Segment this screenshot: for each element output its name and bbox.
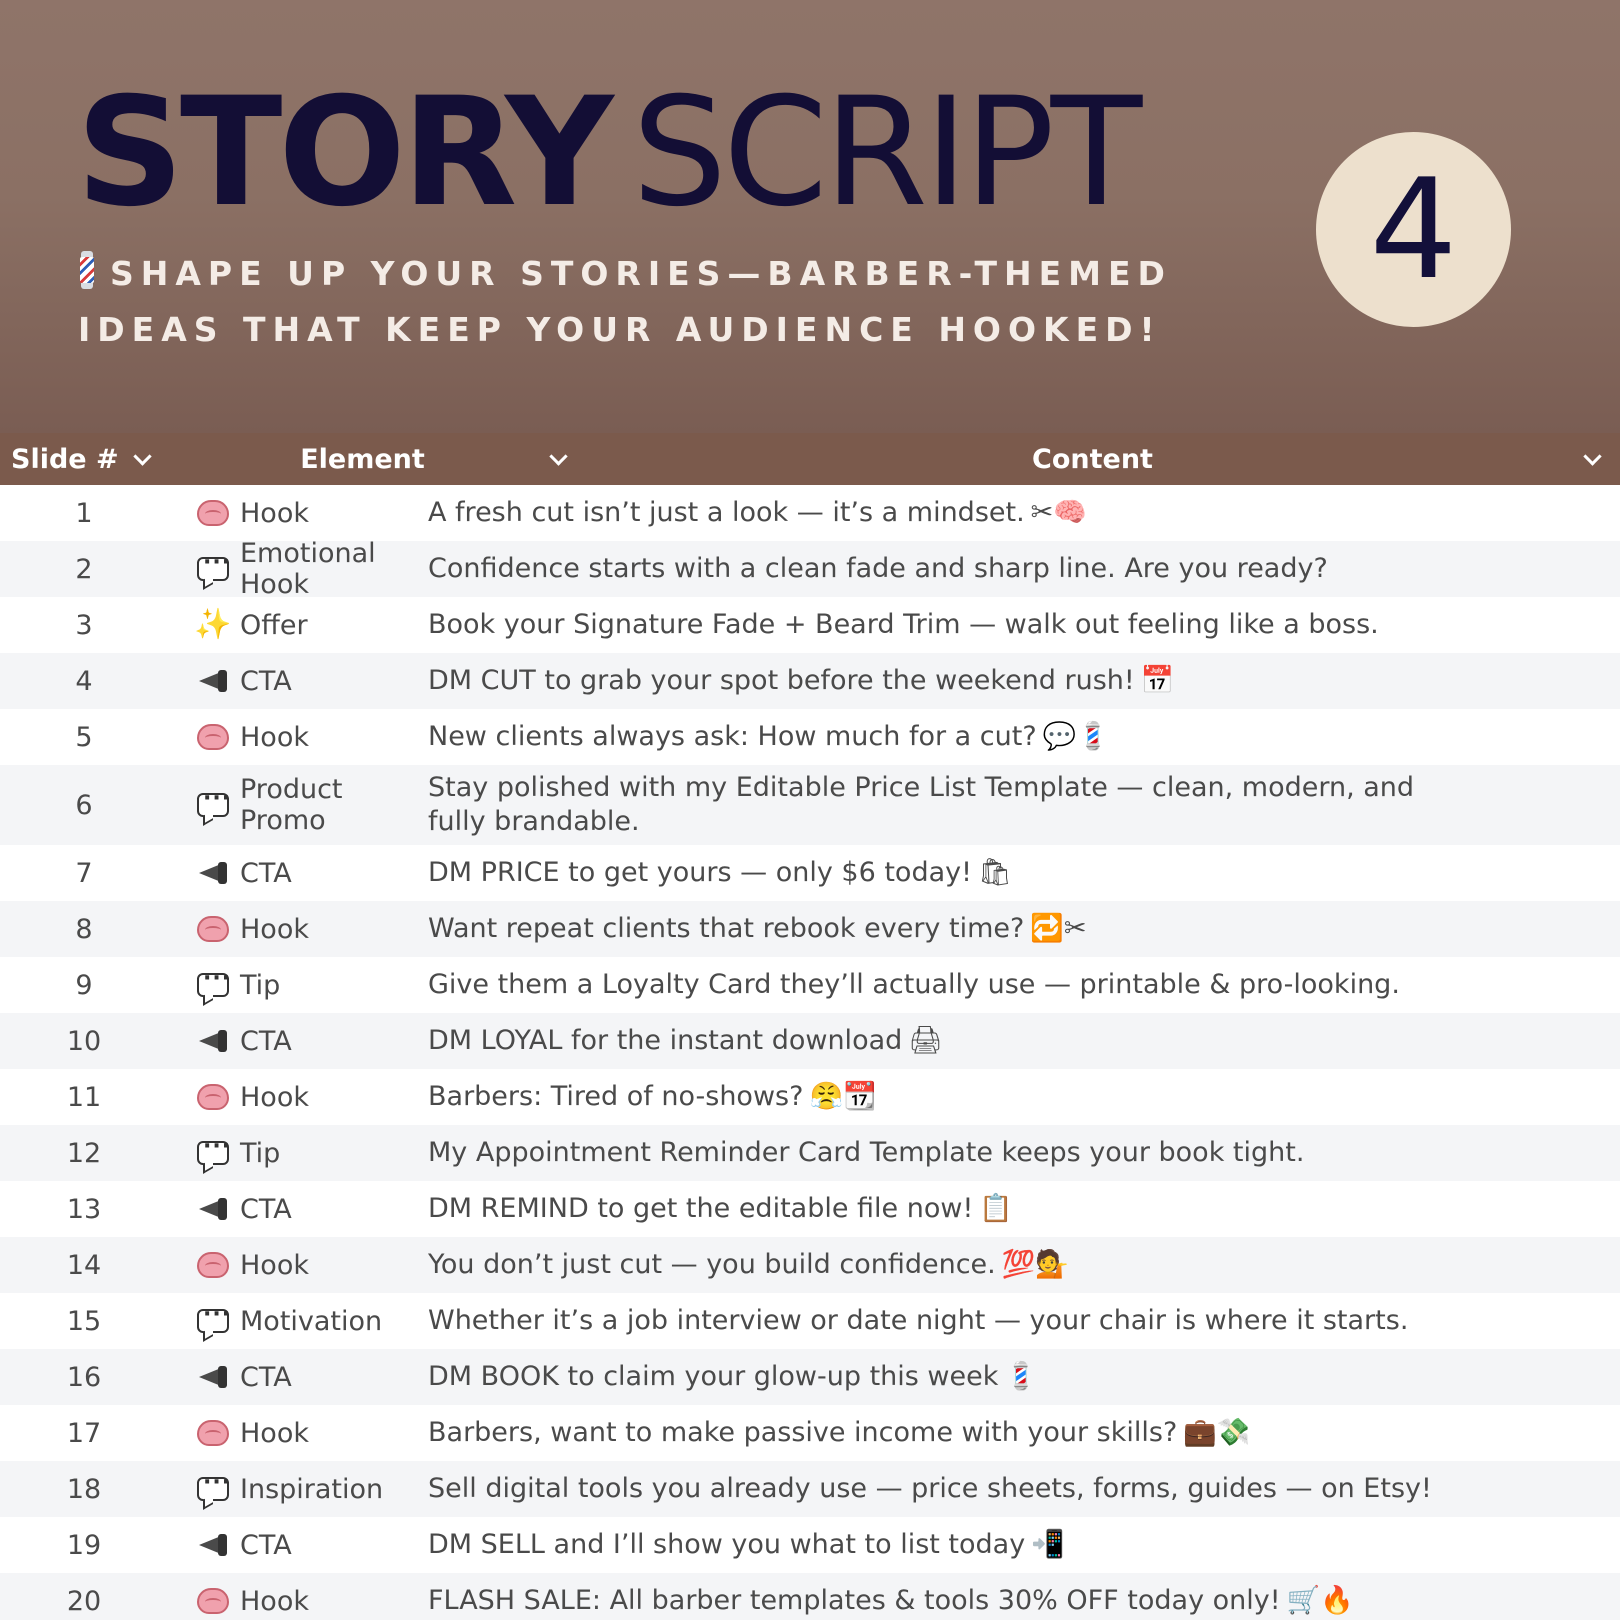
brain-icon xyxy=(196,1418,230,1448)
element-cell xyxy=(0,1474,425,1505)
barber-pole-icon xyxy=(78,251,96,291)
element-label: Hook xyxy=(240,1249,309,1281)
content-text: FLASH SALE: All barber templates & tools 30% OFF today only! xyxy=(428,1585,1281,1616)
content-cell xyxy=(425,1416,1440,1450)
emoji-icons: 🔁✂ xyxy=(1030,913,1087,944)
table-row[interactable] xyxy=(0,653,1620,709)
megaphone-icon xyxy=(196,666,230,696)
table-row[interactable] xyxy=(0,765,1620,845)
emoji-icons: 💬💈 xyxy=(1042,721,1110,752)
column-header-element[interactable] xyxy=(180,433,605,485)
emoji-icons: 📋 xyxy=(979,1193,1013,1224)
emoji-icons: 📲 xyxy=(1031,1529,1065,1560)
slide-number: 9 xyxy=(75,969,93,1001)
element-label: CTA xyxy=(240,1193,292,1225)
element-cell xyxy=(0,970,425,1001)
slide-number: 15 xyxy=(66,1305,102,1337)
content-cell xyxy=(425,912,1440,946)
content-text: Barbers: Tired of no-shows? xyxy=(428,1081,804,1112)
brain-icon xyxy=(196,498,230,528)
emoji-icons: 📅 xyxy=(1140,665,1175,696)
content-cell xyxy=(425,1192,1440,1226)
table-header xyxy=(0,433,1620,485)
table-row[interactable] xyxy=(0,1517,1620,1573)
table-row[interactable] xyxy=(0,1125,1620,1181)
column-header-label: Element xyxy=(300,443,425,475)
column-header-slide[interactable] xyxy=(0,433,180,485)
content-cell xyxy=(425,856,1440,890)
table-row[interactable] xyxy=(0,1293,1620,1349)
table-row[interactable] xyxy=(0,1461,1620,1517)
content-text: New clients always ask: How much for a cut? xyxy=(428,721,1037,752)
slide-number: 19 xyxy=(66,1529,102,1561)
column-header-label: Slide # xyxy=(11,443,119,475)
slide-number: 6 xyxy=(75,789,93,821)
content-cell xyxy=(425,1136,1440,1170)
content-cell xyxy=(425,496,1440,530)
megaphone-icon xyxy=(196,1530,230,1560)
element-label: CTA xyxy=(240,857,292,889)
content-cell xyxy=(425,720,1440,754)
speech-bubble-icon xyxy=(196,1474,230,1504)
element-cell xyxy=(0,914,425,945)
table-row[interactable] xyxy=(0,597,1620,653)
element-cell xyxy=(0,1082,425,1113)
element-label: Hook xyxy=(240,1081,309,1113)
element-label: Tip xyxy=(240,1137,281,1169)
header-banner xyxy=(0,0,1620,433)
slide-number: 7 xyxy=(75,857,93,889)
slide-number: 11 xyxy=(66,1081,102,1113)
table-row[interactable] xyxy=(0,1349,1620,1405)
element-cell xyxy=(0,722,425,753)
badge-number: 4 xyxy=(1369,148,1458,310)
slide-number: 17 xyxy=(66,1417,102,1449)
content-cell xyxy=(425,1248,1440,1282)
content-text: My Appointment Reminder Card Template keeps your book tight. xyxy=(428,1137,1305,1168)
element-label: Hook xyxy=(240,497,309,529)
element-label: CTA xyxy=(240,1529,292,1561)
content-text: DM SELL and I’ll show you what to list today xyxy=(428,1529,1026,1560)
page-subtitle xyxy=(78,246,1198,358)
table-row[interactable] xyxy=(0,1237,1620,1293)
title-bold: STORY xyxy=(76,66,610,240)
emoji-icons: 🛒🔥 xyxy=(1286,1585,1354,1616)
brain-icon xyxy=(196,1586,230,1616)
content-text: Sell digital tools you already use — price sheets, forms, guides — on Etsy! xyxy=(428,1473,1432,1504)
content-text: A fresh cut isn’t just a look — it’s a mindset. xyxy=(428,497,1025,528)
title-light: SCRIPT xyxy=(631,66,1139,240)
number-badge xyxy=(1316,132,1511,327)
element-cell xyxy=(0,607,425,642)
content-cell xyxy=(425,1080,1440,1114)
table-row[interactable] xyxy=(0,845,1620,901)
slide-number: 5 xyxy=(75,721,93,753)
slide-number: 13 xyxy=(66,1193,102,1225)
content-cell xyxy=(425,552,1440,586)
brain-icon xyxy=(196,1250,230,1280)
element-cell xyxy=(0,1586,425,1617)
slide-number: 12 xyxy=(66,1137,102,1169)
column-header-content[interactable] xyxy=(605,433,1620,485)
slide-number: 2 xyxy=(75,553,93,585)
content-text: Book your Signature Fade + Beard Trim — walk out feeling like a boss. xyxy=(428,609,1379,640)
content-text: DM CUT to grab your spot before the weekend rush! xyxy=(428,665,1135,696)
slide-number: 4 xyxy=(75,665,93,697)
table-row[interactable] xyxy=(0,709,1620,765)
element-label: Hook xyxy=(240,1417,309,1449)
chevron-down-icon[interactable] xyxy=(132,449,152,469)
element-label: Hook xyxy=(240,721,309,753)
table-row[interactable] xyxy=(0,485,1620,541)
sparkles-icon: ✨ xyxy=(194,607,232,642)
emoji-icons: 🖨 xyxy=(908,1025,943,1056)
content-cell xyxy=(425,1304,1440,1338)
content-text: DM BOOK to claim your glow-up this week xyxy=(428,1361,999,1392)
slide-number: 3 xyxy=(75,609,93,641)
megaphone-icon xyxy=(196,1194,230,1224)
table-row[interactable] xyxy=(0,901,1620,957)
table-row[interactable] xyxy=(0,957,1620,1013)
content-cell xyxy=(425,1472,1440,1506)
slide-number: 14 xyxy=(66,1249,102,1281)
speech-bubble-icon xyxy=(196,1306,230,1336)
content-cell xyxy=(425,968,1440,1002)
slide-number: 8 xyxy=(75,913,93,945)
element-label: CTA xyxy=(240,1025,292,1057)
page-title xyxy=(76,66,1139,240)
content-cell xyxy=(425,1024,1440,1058)
content-text: Confidence starts with a clean fade and sharp line. Are you ready? xyxy=(428,553,1328,584)
content-text: You don’t just cut — you build confidence. xyxy=(428,1249,996,1280)
emoji-icons: ✂🧠 xyxy=(1030,497,1087,528)
table-row[interactable] xyxy=(0,1405,1620,1461)
chevron-down-icon[interactable] xyxy=(1582,449,1602,469)
brain-icon xyxy=(196,914,230,944)
element-label: Hook xyxy=(240,1585,309,1617)
element-cell xyxy=(0,1306,425,1337)
element-label: Emotional Hook xyxy=(240,538,376,600)
emoji-icons: 💈 xyxy=(1004,1361,1038,1392)
slide-number: 18 xyxy=(66,1473,102,1505)
element-label: CTA xyxy=(240,1361,292,1393)
element-label: Hook xyxy=(240,913,309,945)
table-row[interactable] xyxy=(0,1069,1620,1125)
table-row[interactable] xyxy=(0,1181,1620,1237)
content-cell xyxy=(425,664,1440,698)
element-cell xyxy=(0,1194,425,1225)
content-text: Want repeat clients that rebook every time? xyxy=(428,913,1025,944)
content-text: Give them a Loyalty Card they’ll actually use — printable & pro-looking. xyxy=(428,969,1400,1000)
content-text: Barbers, want to make passive income with your skills? xyxy=(428,1417,1178,1448)
slide-number: 1 xyxy=(75,497,93,529)
element-cell xyxy=(0,858,425,889)
content-cell xyxy=(425,1584,1440,1618)
subtitle-text: SHAPE UP YOUR STORIES—BARBER-THEMED IDEAS THAT KEEP YOUR AUDIENCE HOOKED! xyxy=(78,254,1172,349)
speech-bubble-icon xyxy=(196,1138,230,1168)
slide-number: 20 xyxy=(66,1585,102,1617)
slide-number: 10 xyxy=(66,1025,102,1057)
table-row[interactable] xyxy=(0,1573,1620,1620)
element-cell xyxy=(0,774,425,836)
element-cell xyxy=(0,1362,425,1393)
content-text: Stay polished with my Editable Price List Template — clean, modern, and fully brandable. xyxy=(428,772,1415,837)
speech-bubble-icon xyxy=(196,970,230,1000)
content-text: DM REMIND to get the editable file now! xyxy=(428,1193,974,1224)
content-text: Whether it’s a job interview or date night — your chair is where it starts. xyxy=(428,1305,1409,1336)
element-label: Offer xyxy=(240,609,308,641)
element-cell xyxy=(0,1138,425,1169)
element-label: CTA xyxy=(240,665,292,697)
brain-icon xyxy=(196,722,230,752)
element-label: Tip xyxy=(240,969,281,1001)
brain-icon xyxy=(196,1082,230,1112)
table-row[interactable] xyxy=(0,538,1620,600)
element-cell xyxy=(0,498,425,529)
table-body xyxy=(0,485,1620,1620)
content-cell xyxy=(425,608,1440,642)
emoji-icons: 💼💸 xyxy=(1183,1417,1251,1448)
megaphone-icon xyxy=(196,858,230,888)
element-cell xyxy=(0,1418,425,1449)
column-header-label: Content xyxy=(1032,443,1153,475)
megaphone-icon xyxy=(196,1026,230,1056)
element-label: Motivation xyxy=(240,1305,383,1337)
speech-bubble-icon xyxy=(196,554,230,584)
megaphone-icon xyxy=(196,1362,230,1392)
emoji-icons: 💯💁 xyxy=(1001,1249,1070,1280)
element-cell xyxy=(0,1250,425,1281)
element-cell xyxy=(0,666,425,697)
content-cell xyxy=(425,1360,1440,1394)
element-label: Inspiration xyxy=(240,1473,384,1505)
speech-bubble-icon xyxy=(196,790,230,820)
table-row[interactable] xyxy=(0,1013,1620,1069)
content-text: DM LOYAL for the instant download xyxy=(428,1025,903,1056)
element-label: Product Promo xyxy=(240,774,343,836)
element-cell xyxy=(0,1530,425,1561)
chevron-down-icon[interactable] xyxy=(548,449,568,469)
content-cell xyxy=(425,771,1440,839)
slide-number: 16 xyxy=(66,1361,102,1393)
script-table xyxy=(0,433,1620,1620)
element-cell xyxy=(0,1026,425,1057)
emoji-icons: 😤📆 xyxy=(809,1081,877,1112)
content-cell xyxy=(425,1528,1440,1562)
content-text: DM PRICE to get yours — only $6 today! xyxy=(428,857,972,888)
emoji-icons: 🛍 xyxy=(977,857,1013,888)
element-cell xyxy=(0,538,425,600)
